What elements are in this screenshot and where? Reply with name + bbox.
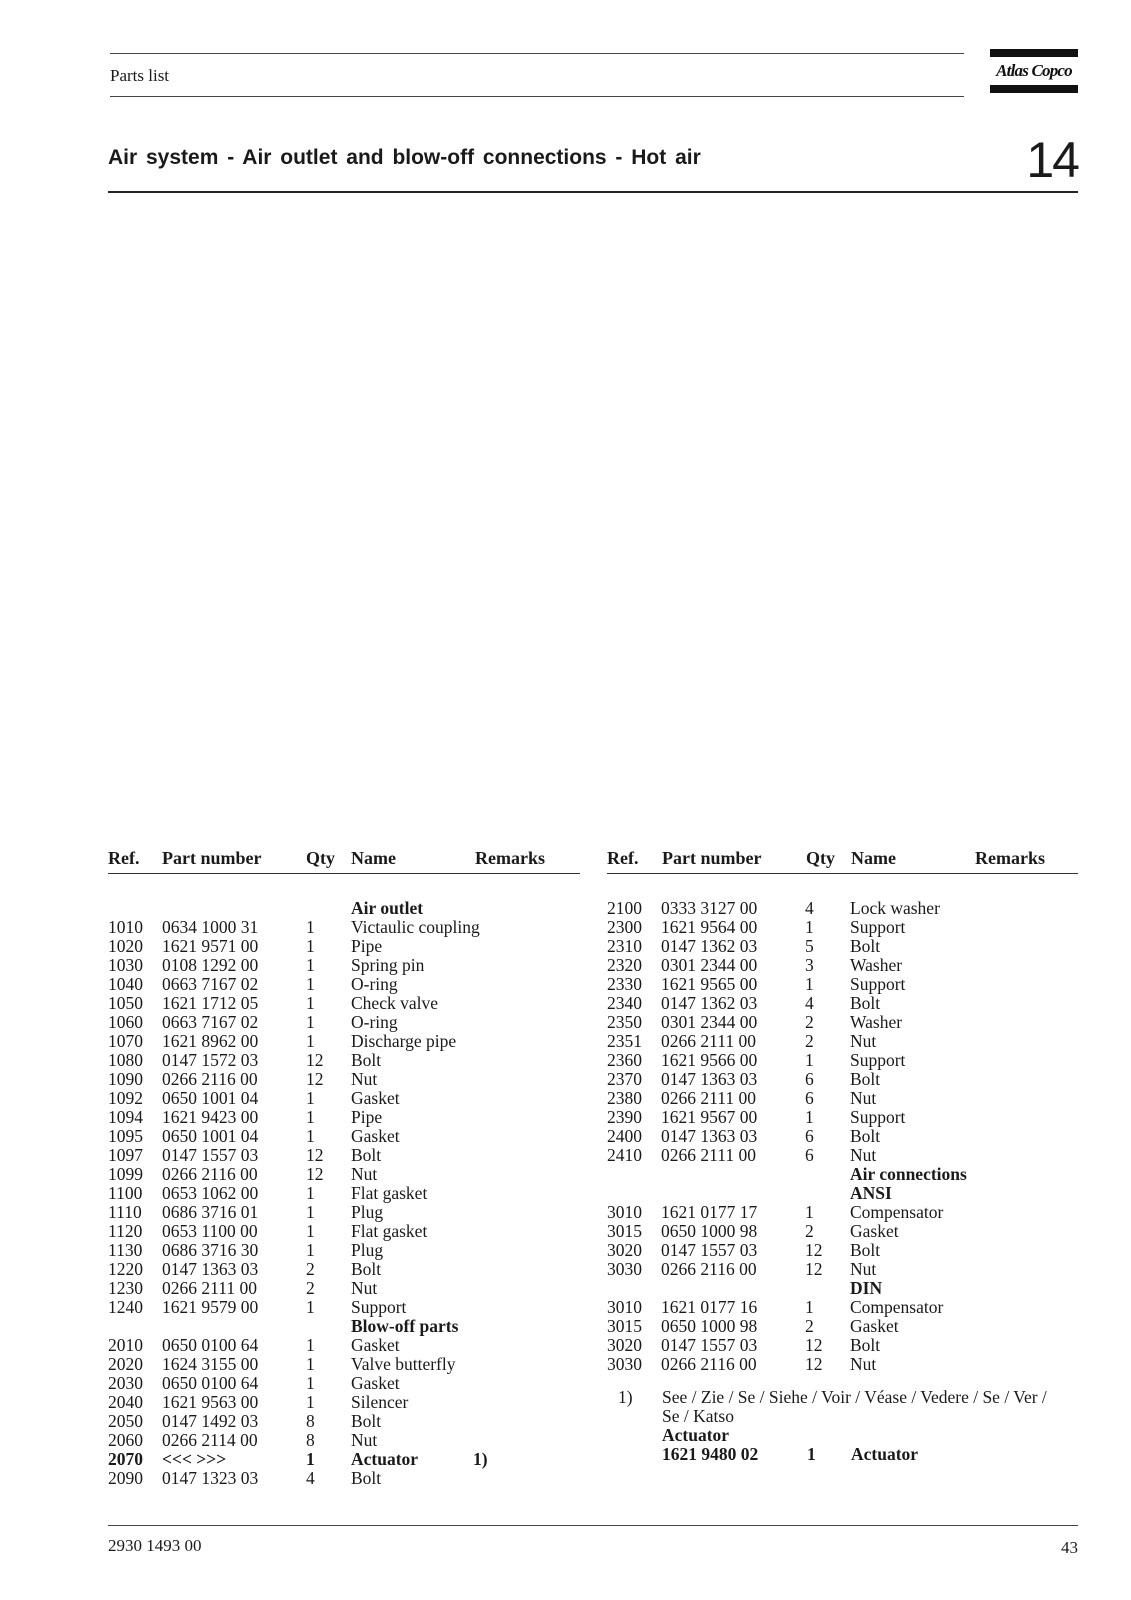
ref-cell: 2380 <box>607 1088 642 1108</box>
ref-cell: 1100 <box>108 1183 143 1203</box>
section-heading-row <box>108 899 588 918</box>
part-number-cell: 0650 0100 64 <box>162 1335 259 1355</box>
part-number-cell: 0653 1100 00 <box>162 1221 258 1241</box>
table-row <box>607 1260 1087 1279</box>
qty-cell: 1 <box>306 1449 315 1469</box>
qty-cell: 8 <box>306 1430 315 1450</box>
qty-cell: 1 <box>306 993 315 1013</box>
ref-cell: 1050 <box>108 993 143 1013</box>
col-ref: Ref. <box>607 848 639 868</box>
name-cell: DIN <box>850 1278 883 1298</box>
part-number-cell: 1621 9567 00 <box>661 1107 758 1127</box>
ref-cell: 1097 <box>108 1145 143 1165</box>
qty-cell: 2 <box>805 1012 814 1032</box>
name-cell: Nut <box>850 1088 877 1108</box>
table-row <box>108 1184 588 1203</box>
part-number-cell: 0650 1000 98 <box>661 1221 758 1241</box>
part-number-cell: 0147 1362 03 <box>661 936 758 956</box>
part-number-cell: 0147 1362 03 <box>661 993 758 1013</box>
name-cell: Flat gasket <box>351 1183 428 1203</box>
ref-cell: 1060 <box>108 1012 143 1032</box>
table-row <box>108 1241 588 1260</box>
name-cell: Bolt <box>351 1050 382 1070</box>
table-row <box>607 899 1087 918</box>
name-cell: Spring pin <box>351 955 425 975</box>
qty-cell: 1 <box>306 1031 315 1051</box>
table-row <box>607 1127 1087 1146</box>
part-number-cell: 0147 1363 03 <box>661 1126 758 1146</box>
header-bottom-rule <box>110 96 964 97</box>
qty-cell: 1 <box>805 974 814 994</box>
name-cell: Bolt <box>351 1145 382 1165</box>
qty-cell: 1 <box>306 1373 315 1393</box>
qty-cell: 2 <box>306 1278 315 1298</box>
name-cell: Nut <box>850 1259 877 1279</box>
qty-cell: 12 <box>306 1050 324 1070</box>
footnote-qty: 1 <box>807 1444 816 1464</box>
table-row <box>607 1032 1087 1051</box>
part-number-cell: 0266 2111 00 <box>661 1088 756 1108</box>
right-header-rule <box>607 873 1078 874</box>
qty-cell: 1 <box>805 1297 814 1317</box>
qty-cell: 1 <box>805 1050 814 1070</box>
name-cell: Gasket <box>351 1088 400 1108</box>
part-number-cell: 1621 9571 00 <box>162 936 259 956</box>
ref-cell: 3015 <box>607 1316 642 1336</box>
footnote-marker: 1) <box>618 1387 633 1407</box>
table-row <box>108 1146 588 1165</box>
part-number-cell: 0147 1557 03 <box>661 1335 758 1355</box>
table-row <box>607 1241 1087 1260</box>
table-row <box>108 1336 588 1355</box>
name-cell: Gasket <box>351 1335 400 1355</box>
qty-cell: 1 <box>306 1335 315 1355</box>
ref-cell: 2040 <box>108 1392 143 1412</box>
col-qty: Qty <box>306 848 335 868</box>
part-number-cell: 1621 9423 00 <box>162 1107 259 1127</box>
qty-cell: 4 <box>306 1468 315 1488</box>
qty-cell: 12 <box>805 1259 823 1279</box>
name-cell: Gasket <box>850 1316 899 1336</box>
footnote-part-number: 1621 9480 02 <box>662 1444 759 1464</box>
table-row <box>607 1298 1087 1317</box>
table-row <box>108 937 588 956</box>
table-row <box>108 994 588 1013</box>
name-cell: Valve butterfly <box>351 1354 456 1374</box>
qty-cell: 1 <box>306 1392 315 1412</box>
part-number-cell: 1621 9579 00 <box>162 1297 259 1317</box>
table-row <box>108 1013 588 1032</box>
qty-cell: 6 <box>805 1145 814 1165</box>
table-row <box>607 937 1087 956</box>
ref-cell: 1230 <box>108 1278 143 1298</box>
name-cell: ANSI <box>850 1183 892 1203</box>
name-cell: Nut <box>351 1430 378 1450</box>
ref-cell: 2070 <box>108 1449 143 1469</box>
qty-cell: 1 <box>306 1240 315 1260</box>
table-row <box>607 1336 1087 1355</box>
name-cell: Nut <box>351 1164 378 1184</box>
qty-cell: 1 <box>306 1183 315 1203</box>
name-cell: Flat gasket <box>351 1221 428 1241</box>
table-row <box>607 918 1087 937</box>
qty-cell: 4 <box>805 993 814 1013</box>
table-row <box>108 1127 588 1146</box>
part-number-cell: 0686 3716 01 <box>162 1202 259 1222</box>
table-row <box>607 1051 1087 1070</box>
name-cell: Gasket <box>850 1221 899 1241</box>
qty-cell: 1 <box>306 917 315 937</box>
part-number-cell: 0147 1572 03 <box>162 1050 259 1070</box>
col-name: Name <box>851 848 896 868</box>
col-part-number: Part number <box>162 848 262 868</box>
ref-cell: 1040 <box>108 974 143 994</box>
part-number-cell: 0266 2111 00 <box>162 1278 257 1298</box>
name-cell: Air outlet <box>351 898 424 918</box>
name-cell: Compensator <box>850 1297 944 1317</box>
table-row <box>108 1089 588 1108</box>
table-row <box>108 1260 588 1279</box>
table-row <box>108 1374 588 1393</box>
ref-cell: 2330 <box>607 974 642 994</box>
table-row <box>607 994 1087 1013</box>
qty-cell: 12 <box>306 1145 324 1165</box>
col-remarks: Remarks <box>475 848 545 868</box>
ref-cell: 2060 <box>108 1430 143 1450</box>
qty-cell: 1 <box>306 1202 315 1222</box>
qty-cell: 6 <box>805 1069 814 1089</box>
part-number-cell: 0301 2344 00 <box>661 955 758 975</box>
qty-cell: 12 <box>306 1164 324 1184</box>
name-cell: O-ring <box>351 1012 398 1032</box>
table-row <box>607 1089 1087 1108</box>
part-number-cell: 1621 9565 00 <box>661 974 758 994</box>
name-cell: Silencer <box>351 1392 409 1412</box>
table-row <box>607 1013 1087 1032</box>
table-row <box>108 1469 588 1488</box>
name-cell: Pipe <box>351 936 383 956</box>
name-cell: Nut <box>850 1031 877 1051</box>
qty-cell: 1 <box>306 1297 315 1317</box>
table-row <box>108 1279 588 1298</box>
ref-cell: 2370 <box>607 1069 642 1089</box>
part-number-cell: 0650 1001 04 <box>162 1088 259 1108</box>
section-heading-row <box>607 1279 1087 1298</box>
document-number: 2930 1493 00 <box>108 1536 202 1555</box>
ref-cell: 2010 <box>108 1335 143 1355</box>
name-cell: Bolt <box>850 1069 881 1089</box>
left-header-rule <box>108 873 580 874</box>
remarks-cell: 1) <box>473 1449 488 1469</box>
ref-cell: 2020 <box>108 1354 143 1374</box>
qty-cell: 12 <box>805 1240 823 1260</box>
name-cell: Nut <box>351 1278 378 1298</box>
ref-cell: 2400 <box>607 1126 642 1146</box>
ref-cell: 2360 <box>607 1050 642 1070</box>
qty-cell: 1 <box>805 917 814 937</box>
ref-cell: 2390 <box>607 1107 642 1127</box>
table-row <box>108 1298 588 1317</box>
part-number-cell: 1621 9563 00 <box>162 1392 259 1412</box>
ref-cell: 3030 <box>607 1259 642 1279</box>
name-cell: Support <box>850 974 906 994</box>
qty-cell: 1 <box>306 1126 315 1146</box>
qty-cell: 5 <box>805 936 814 956</box>
table-row <box>108 956 588 975</box>
ref-cell: 3010 <box>607 1202 642 1222</box>
col-remarks: Remarks <box>975 848 1045 868</box>
part-number-cell: 1621 1712 05 <box>162 993 259 1013</box>
page-number: 43 <box>1061 1538 1078 1557</box>
name-cell: Plug <box>351 1240 384 1260</box>
qty-cell: 12 <box>805 1354 823 1374</box>
ref-cell: 2100 <box>607 898 642 918</box>
qty-cell: 2 <box>805 1031 814 1051</box>
ref-cell: 2320 <box>607 955 642 975</box>
ref-cell: 3020 <box>607 1335 642 1355</box>
name-cell: Washer <box>850 1012 903 1032</box>
table-row <box>108 1450 588 1469</box>
part-number-cell: 0653 1062 00 <box>162 1183 259 1203</box>
table-row <box>108 918 588 937</box>
table-row <box>108 1070 588 1089</box>
qty-cell: 12 <box>306 1069 324 1089</box>
part-number-cell: 0266 2116 00 <box>162 1164 258 1184</box>
table-row <box>607 1108 1087 1127</box>
qty-cell: 4 <box>805 898 814 918</box>
part-number-cell: 0301 2344 00 <box>661 1012 758 1032</box>
part-number-cell: 0333 3127 00 <box>661 898 758 918</box>
part-number-cell: 0147 1557 03 <box>661 1240 758 1260</box>
ref-cell: 1070 <box>108 1031 143 1051</box>
qty-cell: 1 <box>805 1107 814 1127</box>
table-row <box>607 1070 1087 1089</box>
ref-cell: 2340 <box>607 993 642 1013</box>
ref-cell: 1010 <box>108 917 143 937</box>
ref-cell: 1130 <box>108 1240 143 1260</box>
name-cell: Lock washer <box>850 898 940 918</box>
table-row <box>607 1355 1087 1374</box>
name-cell: Support <box>351 1297 407 1317</box>
qty-cell: 1 <box>306 974 315 994</box>
table-row <box>108 1393 588 1412</box>
part-number-cell: 0108 1292 00 <box>162 955 259 975</box>
name-cell: Bolt <box>850 1126 881 1146</box>
name-cell: Compensator <box>850 1202 944 1222</box>
part-number-cell: 0266 2114 00 <box>162 1430 258 1450</box>
title-rule <box>108 191 1078 193</box>
table-row <box>108 1203 588 1222</box>
name-cell: Check valve <box>351 993 438 1013</box>
logo-top-bar <box>990 49 1078 57</box>
ref-cell: 2310 <box>607 936 642 956</box>
qty-cell: 1 <box>306 1107 315 1127</box>
name-cell: Nut <box>351 1069 378 1089</box>
footnote-name: Actuator <box>851 1444 919 1464</box>
chapter-number: 14 <box>1026 132 1078 188</box>
table-row <box>108 1431 588 1450</box>
part-number-cell: 1621 0177 16 <box>661 1297 758 1317</box>
ref-cell: 3030 <box>607 1354 642 1374</box>
table-row <box>108 975 588 994</box>
table-row <box>607 975 1087 994</box>
ref-cell: 3015 <box>607 1221 642 1241</box>
table-row <box>607 1222 1087 1241</box>
ref-cell: 1240 <box>108 1297 143 1317</box>
col-ref: Ref. <box>108 848 140 868</box>
part-number-cell: 0266 2111 00 <box>661 1145 756 1165</box>
section-heading-row <box>607 1165 1087 1184</box>
section-heading-row <box>108 1317 588 1336</box>
ref-cell: 1094 <box>108 1107 143 1127</box>
qty-cell: 6 <box>805 1126 814 1146</box>
qty-cell: 2 <box>805 1316 814 1336</box>
part-number-cell: 0650 0100 64 <box>162 1373 259 1393</box>
name-cell: Support <box>850 1107 906 1127</box>
section-label: Parts list <box>110 66 170 85</box>
ref-cell: 1090 <box>108 1069 143 1089</box>
page-title: Air system - Air outlet and blow-off connections - Hot air <box>108 146 701 169</box>
part-number-cell: 0266 2116 00 <box>162 1069 258 1089</box>
name-cell: Nut <box>850 1145 877 1165</box>
qty-cell: 8 <box>306 1411 315 1431</box>
footnote-text: See / Zie / Se / Siehe / Voir / Véase / Vedere / Se / Ver / Se / Katso <box>662 1387 1047 1426</box>
name-cell: Washer <box>850 955 903 975</box>
part-number-cell: 0266 2111 00 <box>661 1031 756 1051</box>
qty-cell: 2 <box>306 1259 315 1279</box>
name-cell: Discharge pipe <box>351 1031 457 1051</box>
table-row <box>108 1032 588 1051</box>
part-number-cell: 1621 9566 00 <box>661 1050 758 1070</box>
part-number-cell: 0634 1000 31 <box>162 917 259 937</box>
table-row <box>108 1355 588 1374</box>
ref-cell: 2351 <box>607 1031 642 1051</box>
name-cell: Support <box>850 1050 906 1070</box>
qty-cell: 2 <box>805 1221 814 1241</box>
ref-cell: 2300 <box>607 917 642 937</box>
part-number-cell: <<< >>> <box>162 1449 227 1469</box>
table-row <box>607 1317 1087 1336</box>
qty-cell: 1 <box>306 955 315 975</box>
ref-cell: 1080 <box>108 1050 143 1070</box>
ref-cell: 2350 <box>607 1012 642 1032</box>
name-cell: Plug <box>351 1202 384 1222</box>
part-number-cell: 0650 1001 04 <box>162 1126 259 1146</box>
qty-cell: 1 <box>306 1012 315 1032</box>
table-row <box>108 1108 588 1127</box>
col-qty: Qty <box>806 848 835 868</box>
col-part-number: Part number <box>662 848 762 868</box>
qty-cell: 1 <box>306 936 315 956</box>
qty-cell: 1 <box>805 1202 814 1222</box>
table-row <box>607 1146 1087 1165</box>
table-row <box>108 1165 588 1184</box>
ref-cell: 3010 <box>607 1297 642 1317</box>
part-number-cell: 1624 3155 00 <box>162 1354 259 1374</box>
table-row <box>108 1051 588 1070</box>
name-cell: Bolt <box>850 1335 881 1355</box>
brand-logo <box>990 49 1078 93</box>
header-top-rule <box>110 53 964 54</box>
name-cell: Nut <box>850 1354 877 1374</box>
part-number-cell: 0663 7167 02 <box>162 1012 259 1032</box>
name-cell: Support <box>850 917 906 937</box>
name-cell: Pipe <box>351 1107 383 1127</box>
qty-cell: 3 <box>805 955 814 975</box>
part-number-cell: 0147 1323 03 <box>162 1468 259 1488</box>
name-cell: Gasket <box>351 1373 400 1393</box>
ref-cell: 2090 <box>108 1468 143 1488</box>
name-cell: O-ring <box>351 974 398 994</box>
ref-cell: 2030 <box>108 1373 143 1393</box>
qty-cell: 1 <box>306 1354 315 1374</box>
qty-cell: 1 <box>306 1221 315 1241</box>
part-number-cell: 1621 0177 17 <box>661 1202 758 1222</box>
ref-cell: 2410 <box>607 1145 642 1165</box>
qty-cell: 6 <box>805 1088 814 1108</box>
ref-cell: 1120 <box>108 1221 143 1241</box>
qty-cell: 1 <box>306 1088 315 1108</box>
table-row <box>607 1203 1087 1222</box>
part-number-cell: 0147 1363 03 <box>661 1069 758 1089</box>
name-cell: Victaulic coupling <box>351 917 480 937</box>
name-cell: Bolt <box>850 936 881 956</box>
ref-cell: 1220 <box>108 1259 143 1279</box>
table-row <box>607 956 1087 975</box>
logo-bottom-bar <box>990 85 1078 93</box>
part-number-cell: 0650 1000 98 <box>661 1316 758 1336</box>
part-number-cell: 0147 1492 03 <box>162 1411 259 1431</box>
table-row <box>108 1412 588 1431</box>
table-row <box>108 1222 588 1241</box>
name-cell: Bolt <box>850 993 881 1013</box>
footer-rule <box>108 1525 1078 1526</box>
part-number-cell: 0686 3716 30 <box>162 1240 259 1260</box>
name-cell: Bolt <box>351 1259 382 1279</box>
part-number-cell: 0147 1363 03 <box>162 1259 259 1279</box>
ref-cell: 2050 <box>108 1411 143 1431</box>
ref-cell: 1095 <box>108 1126 143 1146</box>
part-number-cell: 1621 9564 00 <box>661 917 758 937</box>
col-name: Name <box>351 848 396 868</box>
section-heading-row <box>607 1184 1087 1203</box>
logo-wordmark: Atlas Copco <box>996 61 1072 80</box>
footnote-subheading: Actuator <box>662 1425 730 1445</box>
name-cell: Bolt <box>850 1240 881 1260</box>
part-number-cell: 0266 2116 00 <box>661 1354 757 1374</box>
name-cell: Actuator <box>351 1449 419 1469</box>
ref-cell: 1020 <box>108 936 143 956</box>
part-number-cell: 0147 1557 03 <box>162 1145 259 1165</box>
part-number-cell: 0266 2116 00 <box>661 1259 757 1279</box>
part-number-cell: 0663 7167 02 <box>162 974 259 994</box>
ref-cell: 1099 <box>108 1164 143 1184</box>
name-cell: Bolt <box>351 1411 382 1431</box>
name-cell: Blow-off parts <box>351 1316 459 1336</box>
name-cell: Air connections <box>850 1164 967 1184</box>
ref-cell: 3020 <box>607 1240 642 1260</box>
ref-cell: 1092 <box>108 1088 143 1108</box>
ref-cell: 1110 <box>108 1202 142 1222</box>
name-cell: Bolt <box>351 1468 382 1488</box>
ref-cell: 1030 <box>108 955 143 975</box>
part-number-cell: 1621 8962 00 <box>162 1031 259 1051</box>
name-cell: Gasket <box>351 1126 400 1146</box>
qty-cell: 12 <box>805 1335 823 1355</box>
